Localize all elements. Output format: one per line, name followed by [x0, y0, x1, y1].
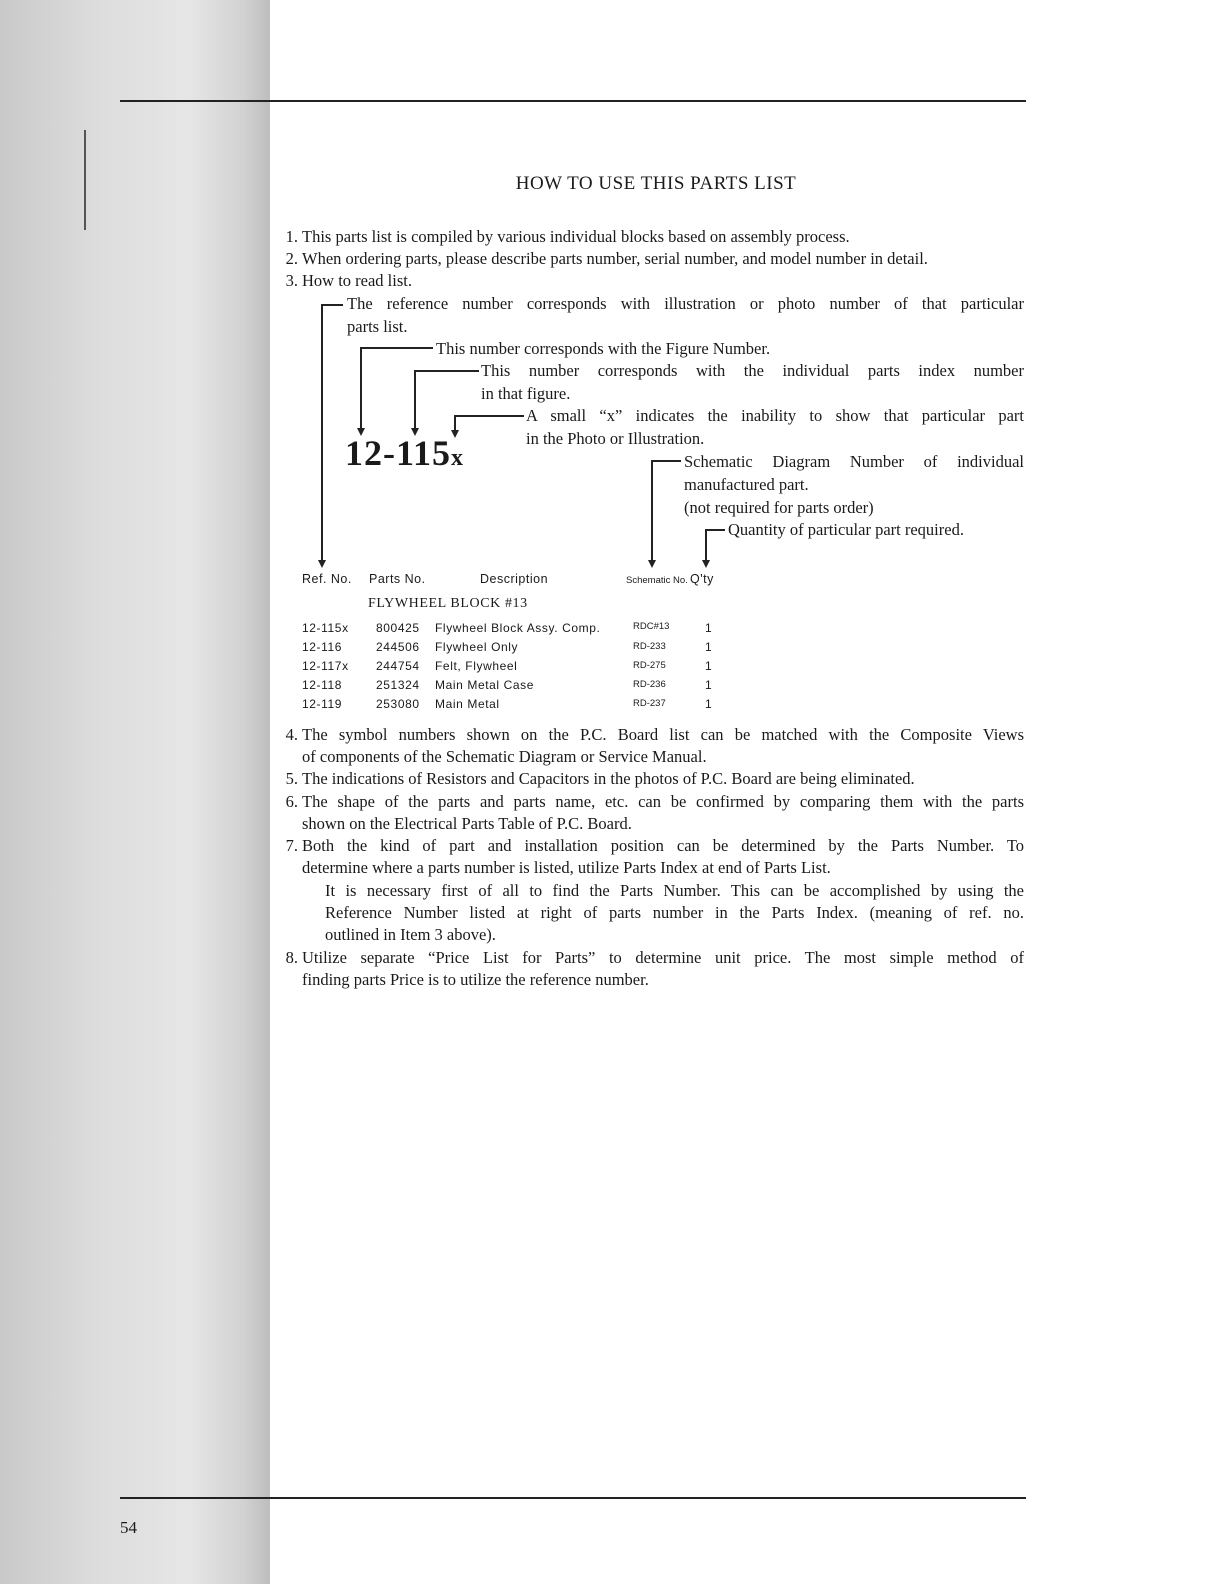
row-parts: 244506	[376, 640, 420, 654]
header-parts-no: Parts No.	[369, 572, 426, 586]
row-qty: 1	[705, 678, 713, 692]
figure-note: This number corresponds with the Figure Number.	[436, 339, 771, 358]
page-gutter-shadow	[0, 0, 270, 1584]
row-schem: RD-237	[633, 698, 666, 709]
item-number: 8.	[285, 948, 298, 967]
row-ref: 12-119	[302, 697, 343, 711]
row-schem: RDC#13	[633, 621, 670, 632]
row-desc: Felt, Flywheel	[435, 659, 518, 673]
item-text-cont: It is necessary first of all to find the Parts Number. This can be accomplished by using the	[325, 881, 1024, 900]
example-reference-number	[345, 432, 464, 474]
index-leader-tick	[414, 370, 479, 372]
example-number: 12-115	[345, 433, 452, 473]
row-parts: 244754	[376, 659, 420, 673]
row-parts: 253080	[376, 697, 420, 711]
row-schem: RD-233	[633, 641, 666, 652]
schem-arrow	[648, 560, 656, 568]
example-x: x	[451, 445, 465, 471]
item-text-cont: outlined in Item 3 above).	[325, 925, 496, 944]
row-qty: 1	[705, 640, 713, 654]
item-text: The symbol numbers shown on the P.C. Board list can be matched with the Composite Views	[302, 725, 1024, 744]
ref-leader-line	[321, 305, 323, 561]
item-number: 6.	[285, 792, 298, 811]
row-schem: RD-275	[633, 660, 666, 671]
row-desc: Main Metal Case	[435, 678, 535, 692]
row-desc: Flywheel Only	[435, 640, 519, 654]
item-text: The indications of Resistors and Capacitors in the photos of P.C. Board are being eliminated.	[302, 769, 915, 788]
item-text: How to read list.	[302, 271, 412, 290]
figure-leader-line	[360, 348, 362, 434]
item-number: 7.	[285, 836, 298, 855]
qty-arrow	[702, 560, 710, 568]
index-note-cont: in that figure.	[481, 384, 571, 403]
item-number: 1.	[285, 227, 298, 246]
item-number: 4.	[285, 725, 298, 744]
item-text-cont: determine where a parts number is listed, utilize Parts Index at end of Parts List.	[302, 858, 831, 877]
row-qty: 1	[705, 659, 713, 673]
item-text-cont: shown on the Electrical Parts Table of P.C. Board.	[302, 814, 632, 833]
row-desc: Flywheel Block Assy. Comp.	[435, 621, 601, 635]
schem-leader-line	[651, 461, 653, 561]
row-ref: 12-118	[302, 678, 343, 692]
schem-note-paren: (not required for parts order)	[684, 498, 874, 517]
row-parts: 800425	[376, 621, 420, 635]
schem-note: Schematic Diagram Number of individual	[684, 452, 1024, 471]
qty-leader-tick	[705, 529, 725, 531]
qty-note: Quantity of particular part required.	[728, 520, 964, 539]
block-name: FLYWHEEL BLOCK #13	[368, 596, 528, 611]
figure-leader-tick	[360, 347, 433, 349]
item-number: 3.	[285, 271, 298, 290]
ref-leader-tick	[321, 304, 343, 306]
header-ref-no: Ref. No.	[302, 572, 352, 586]
ref-note-cont: parts list.	[347, 317, 408, 336]
item-text: When ordering parts, please describe parts number, serial number, and model number in detail.	[302, 249, 928, 268]
item-text-cont: of components of the Schematic Diagram or Service Manual.	[302, 747, 707, 766]
qty-leader-line	[705, 530, 707, 561]
top-rule	[120, 100, 1026, 102]
header-qty: Q'ty	[690, 572, 714, 586]
item-text: The shape of the parts and parts name, etc. can be confirmed by comparing them with the parts	[302, 792, 1024, 811]
schem-note-cont: manufactured part.	[684, 475, 809, 494]
x-note-cont: in the Photo or Illustration.	[526, 429, 705, 448]
x-leader-tick	[454, 415, 524, 417]
item-text: Both the kind of part and installation position can be determined by the Parts Number. To	[302, 836, 1024, 855]
item-text: This parts list is compiled by various individual blocks based on assembly process.	[302, 227, 850, 246]
header-schematic-no: Schematic No.	[626, 575, 688, 586]
bottom-rule	[120, 1497, 1026, 1499]
row-ref: 12-116	[302, 640, 343, 654]
item-text-cont: Reference Number listed at right of parts number in the Parts Index. (meaning of ref. no.	[325, 903, 1024, 922]
item-text-cont: finding parts Price is to utilize the reference number.	[302, 970, 649, 989]
item-number: 5.	[285, 769, 298, 788]
item-number: 2.	[285, 249, 298, 268]
index-note: This number corresponds with the individual parts index number	[481, 361, 1024, 380]
page-title: HOW TO USE THIS PARTS LIST	[515, 173, 797, 194]
row-qty: 1	[705, 621, 713, 635]
row-ref: 12-115x	[302, 621, 349, 635]
item-text: Utilize separate “Price List for Parts” to determine unit price. The most simple method of	[302, 948, 1024, 967]
row-qty: 1	[705, 697, 713, 711]
row-desc: Main Metal	[435, 697, 500, 711]
row-schem: RD-236	[633, 679, 666, 690]
ref-note: The reference number corresponds with illustration or photo number of that particular	[347, 294, 1024, 313]
ref-arrow	[318, 560, 326, 568]
header-description: Description	[480, 572, 549, 586]
x-note: A small “x” indicates the inability to show that particular part	[526, 406, 1024, 425]
row-ref: 12-117x	[302, 659, 349, 673]
row-parts: 251324	[376, 678, 420, 692]
schem-leader-tick	[651, 460, 681, 462]
page-number: 54	[120, 1518, 137, 1537]
index-leader-line	[414, 371, 416, 434]
